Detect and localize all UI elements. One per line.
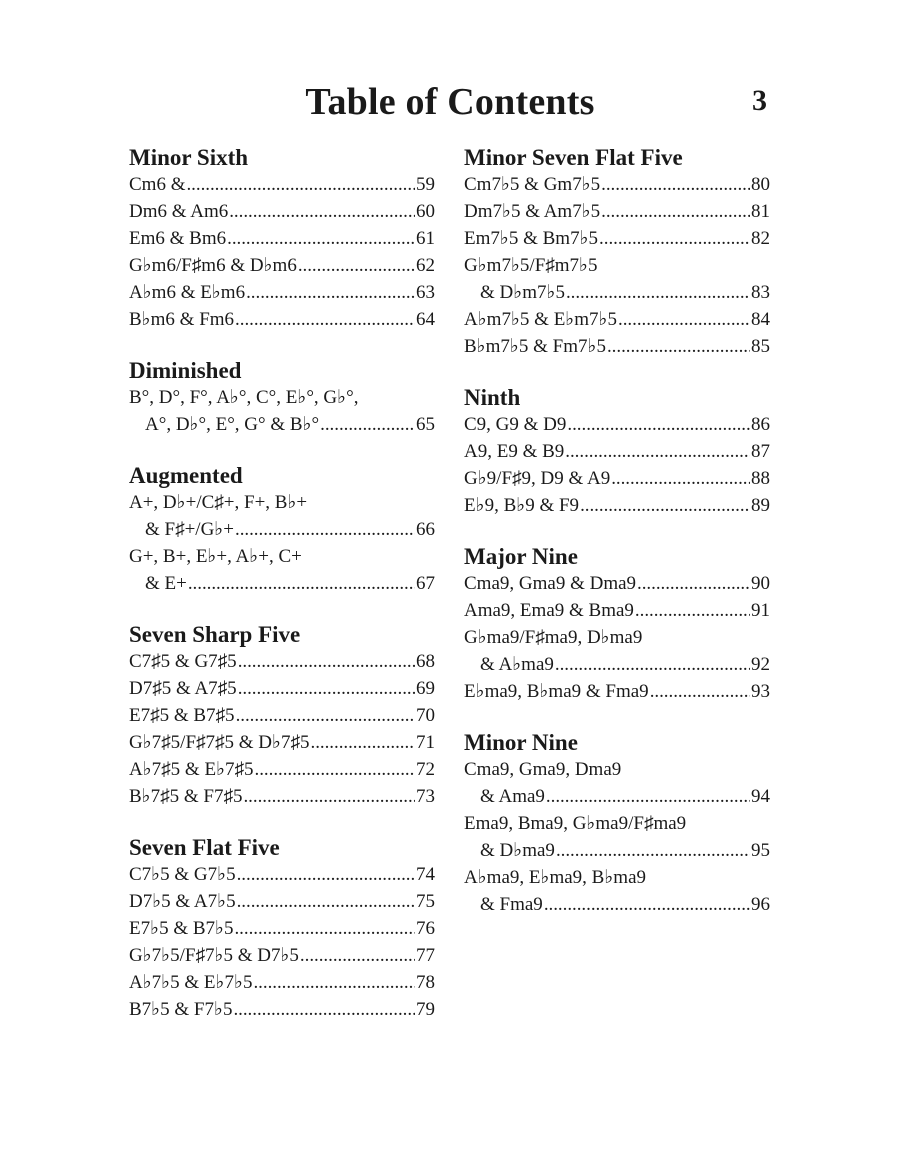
entry-title: & A♭ma9: [480, 654, 554, 675]
entry-page-number: 93: [751, 681, 770, 702]
toc-entry: [129, 915, 435, 942]
entry-title: D7♯5 & A7♯5: [129, 678, 237, 699]
entry-page-number: 80: [751, 174, 770, 195]
toc-entry: [464, 225, 770, 252]
dot-leader: [565, 438, 750, 465]
dot-leader: [544, 891, 750, 918]
toc-entry-line: [129, 942, 435, 969]
dot-leader: [601, 171, 750, 198]
section-heading: Seven Sharp Five: [129, 622, 301, 647]
toc-entry-line: [129, 225, 435, 252]
section-heading: Minor Nine: [464, 730, 578, 755]
section-heading: Diminished: [129, 358, 242, 383]
toc-section-seven-sharp-five: [129, 622, 435, 810]
entry-page-number: 86: [751, 414, 770, 435]
toc-entry-line: [464, 492, 770, 519]
toc-entry-line: [464, 279, 770, 306]
entry-page-number: 82: [751, 228, 770, 249]
entry-page-number: 84: [751, 309, 770, 330]
toc-entry: [464, 198, 770, 225]
entry-title: B7♭5 & F7♭5: [129, 999, 233, 1020]
toc-section-major-nine: [464, 544, 770, 705]
toc-entry-line: [129, 861, 435, 888]
toc-section-ninth: [464, 385, 770, 519]
dot-leader: [237, 861, 415, 888]
dot-leader: [237, 888, 415, 915]
entry-title: G♭9/F♯9, D9 & A9: [464, 468, 611, 489]
dot-leader: [243, 783, 415, 810]
entry-title: Cm6 &: [129, 174, 186, 195]
entry-page-number: 89: [751, 495, 770, 516]
toc-entry: [129, 252, 435, 279]
entry-title: B♭m6 & Fm6: [129, 309, 235, 330]
toc-section-minor-sixth: [129, 145, 435, 333]
entry-page-number: 85: [751, 336, 770, 357]
toc-entry: [129, 198, 435, 225]
toc-entry-line: [464, 198, 770, 225]
section-heading: Minor Sixth: [129, 145, 249, 170]
dot-leader: [650, 678, 750, 705]
toc-entry-line: [464, 624, 770, 651]
entry-page-number: 70: [416, 705, 435, 726]
entry-page-number: 69: [416, 678, 435, 699]
toc-entry-line: [464, 438, 770, 465]
toc-entry: [464, 333, 770, 360]
entry-title: Em6 & Bm6: [129, 228, 227, 249]
entry-title: & E+: [145, 573, 187, 594]
entry-page-number: 62: [416, 255, 435, 276]
entry-page-number: 81: [751, 201, 770, 222]
entry-title: Cma9, Gma9 & Dma9: [464, 573, 637, 594]
toc-entry-line: [464, 837, 770, 864]
toc-entry: [464, 465, 770, 492]
toc-entry: [464, 756, 770, 810]
entry-page-number: 63: [416, 282, 435, 303]
page-number: 3: [752, 84, 767, 117]
dot-leader: [618, 306, 750, 333]
page-title: Table of Contents: [305, 81, 595, 123]
section-heading: Ninth: [464, 385, 521, 410]
dot-leader: [607, 333, 750, 360]
toc-entry-line: [464, 225, 770, 252]
toc-entry: [129, 225, 435, 252]
toc-entry: [464, 411, 770, 438]
toc-entry: [129, 279, 435, 306]
entry-page-number: 66: [416, 519, 435, 540]
dot-leader: [611, 465, 750, 492]
toc-entry: [129, 861, 435, 888]
toc-entry-line: [464, 810, 770, 837]
toc-entry: [464, 438, 770, 465]
entry-page-number: 74: [416, 864, 435, 885]
toc-entry: [129, 756, 435, 783]
entry-title: Em7♭5 & Bm7♭5: [464, 228, 599, 249]
entry-page-number: 77: [416, 945, 435, 966]
entry-title: & F♯+/G♭+: [145, 519, 234, 540]
toc-entry-line: [464, 252, 770, 279]
entry-title: A♭m6 & E♭m6: [129, 282, 246, 303]
entry-title: Ema9, Bma9, G♭ma9/F♯ma9: [464, 813, 687, 834]
dot-leader: [580, 492, 750, 519]
dot-leader: [556, 837, 750, 864]
toc-entry: [129, 969, 435, 996]
dot-leader: [235, 306, 415, 333]
entry-title: Dm6 & Am6: [129, 201, 229, 222]
dot-leader: [320, 411, 415, 438]
toc-entry: [464, 306, 770, 333]
toc-entry: [129, 729, 435, 756]
dot-leader: [566, 279, 750, 306]
entry-title: & D♭m7♭5: [480, 282, 565, 303]
toc-entry: [129, 648, 435, 675]
entry-page-number: 96: [751, 894, 770, 915]
dot-leader: [236, 702, 415, 729]
toc-entry-line: [129, 306, 435, 333]
entry-page-number: 73: [416, 786, 435, 807]
entry-title: E7♭5 & B7♭5: [129, 918, 234, 939]
toc-entry: [464, 678, 770, 705]
dot-leader: [227, 225, 415, 252]
entry-page-number: 71: [416, 732, 435, 753]
toc-entry-line: [129, 729, 435, 756]
toc-entry: [129, 942, 435, 969]
entry-title: A♭ma9, E♭ma9, B♭ma9: [464, 867, 647, 888]
toc-entry: [464, 864, 770, 918]
toc-column-left: [129, 145, 435, 1048]
toc-section-diminished: [129, 358, 435, 438]
toc-entry-line: [129, 384, 435, 411]
dot-leader: [246, 279, 415, 306]
toc-entry-line: [129, 198, 435, 225]
toc-entry-line: [129, 969, 435, 996]
toc-entry: [129, 675, 435, 702]
entry-title: E7♯5 & B7♯5: [129, 705, 235, 726]
entry-page-number: 92: [751, 654, 770, 675]
entry-title: & Fma9: [480, 894, 543, 915]
entry-page-number: 59: [416, 174, 435, 195]
entry-title: A♭7♭5 & E♭7♭5: [129, 972, 253, 993]
dot-leader: [233, 996, 415, 1023]
toc-entry-line: [129, 489, 435, 516]
dot-leader: [238, 648, 415, 675]
entry-page-number: 87: [751, 441, 770, 462]
toc-entry-line: [129, 996, 435, 1023]
toc-entry-line: [129, 783, 435, 810]
toc-entry: [464, 570, 770, 597]
entry-title: A♭m7♭5 & E♭m7♭5: [464, 309, 618, 330]
toc-entry-line: [464, 783, 770, 810]
dot-leader: [555, 651, 750, 678]
dot-leader: [186, 171, 415, 198]
toc-entry-line: [129, 888, 435, 915]
dot-leader: [235, 516, 415, 543]
toc-entry-line: [464, 891, 770, 918]
entry-title: & Ama9: [480, 786, 545, 807]
entry-title: B♭m7♭5 & Fm7♭5: [464, 336, 606, 357]
toc-entry: [129, 384, 435, 438]
entry-title: C7♯5 & G7♯5: [129, 651, 237, 672]
entry-page-number: 67: [416, 573, 435, 594]
toc-entry-line: [464, 411, 770, 438]
toc-entry-line: [129, 543, 435, 570]
dot-leader: [546, 783, 750, 810]
entry-page-number: 68: [416, 651, 435, 672]
toc-entry: [129, 702, 435, 729]
entry-title: A+, D♭+/C♯+, F+, B♭+: [129, 492, 308, 513]
toc-entry: [464, 252, 770, 306]
toc-entry-line: [464, 333, 770, 360]
entry-page-number: 72: [416, 759, 435, 780]
entry-title: G♭7♭5/F♯7♭5 & D7♭5: [129, 945, 299, 966]
toc-entry-line: [129, 279, 435, 306]
entry-title: G♭m6/F♯m6 & D♭m6: [129, 255, 297, 276]
entry-page-number: 78: [416, 972, 435, 993]
toc-entry: [129, 543, 435, 597]
toc-entry-line: [129, 411, 435, 438]
entry-page-number: 83: [751, 282, 770, 303]
toc-column-right: [464, 145, 770, 943]
toc-entry-line: [464, 465, 770, 492]
toc-entry-line: [129, 570, 435, 597]
toc-entry-line: [464, 678, 770, 705]
toc-entry-line: [129, 252, 435, 279]
entry-page-number: 94: [751, 786, 770, 807]
entry-page-number: 91: [751, 600, 770, 621]
toc-entry-line: [129, 675, 435, 702]
entry-title: G♭ma9/F♯ma9, D♭ma9: [464, 627, 643, 648]
entry-page-number: 60: [416, 201, 435, 222]
entry-title: Cm7♭5 & Gm7♭5: [464, 174, 601, 195]
toc-entry: [464, 171, 770, 198]
entry-title: D7♭5 & A7♭5: [129, 891, 236, 912]
entry-title: B°, D°, F°, A♭°, C°, E♭°, G♭°,: [129, 387, 359, 408]
dot-leader: [188, 570, 415, 597]
dot-leader: [255, 756, 415, 783]
entry-page-number: 75: [416, 891, 435, 912]
entry-page-number: 88: [751, 468, 770, 489]
toc-entry-line: [129, 516, 435, 543]
toc-section-minor-nine: [464, 730, 770, 918]
toc-entry: [464, 492, 770, 519]
toc-entry-line: [464, 864, 770, 891]
section-heading: Augmented: [129, 463, 243, 488]
toc-entry-line: [464, 306, 770, 333]
section-heading: Major Nine: [464, 544, 578, 569]
dot-leader: [298, 252, 415, 279]
entry-title: C9, G9 & D9: [464, 414, 567, 435]
entry-title: A9, E9 & B9: [464, 441, 565, 462]
section-heading: Minor Seven Flat Five: [464, 145, 683, 170]
entry-title: G♭7♯5/F♯7♯5 & D♭7♯5: [129, 732, 310, 753]
toc-entry-line: [464, 597, 770, 624]
toc-entry: [464, 597, 770, 624]
toc-entry: [129, 996, 435, 1023]
entry-page-number: 76: [416, 918, 435, 939]
toc-entry: [464, 624, 770, 678]
entry-title: Dm7♭5 & Am7♭5: [464, 201, 601, 222]
entry-page-number: 95: [751, 840, 770, 861]
toc-section-minor-seven-flat-five: [464, 145, 770, 360]
toc-entry-line: [129, 756, 435, 783]
toc-entry-line: [129, 648, 435, 675]
toc-entry: [129, 783, 435, 810]
entry-title: C7♭5 & G7♭5: [129, 864, 236, 885]
entry-title: B♭7♯5 & F7♯5: [129, 786, 243, 807]
toc-section-seven-flat-five: [129, 835, 435, 1023]
entry-title: A°, D♭°, E°, G° & B♭°: [145, 414, 320, 435]
dot-leader: [567, 411, 750, 438]
dot-leader: [599, 225, 750, 252]
dot-leader: [601, 198, 750, 225]
section-heading: Seven Flat Five: [129, 835, 280, 860]
dot-leader: [229, 198, 415, 225]
dot-leader: [311, 729, 416, 756]
entry-title: G♭m7♭5/F♯m7♭5: [464, 255, 598, 276]
entry-page-number: 65: [416, 414, 435, 435]
toc-entry-line: [464, 756, 770, 783]
entry-title: & D♭ma9: [480, 840, 555, 861]
toc-entry: [464, 810, 770, 864]
toc-entry: [129, 171, 435, 198]
toc-entry: [129, 306, 435, 333]
entry-page-number: 61: [416, 228, 435, 249]
entry-title: Ama9, Ema9 & Bma9: [464, 600, 634, 621]
toc-entry-line: [464, 171, 770, 198]
toc-entry-line: [129, 702, 435, 729]
entry-title: E♭ma9, B♭ma9 & Fma9: [464, 681, 649, 702]
toc-entry: [129, 489, 435, 543]
toc-entry-line: [464, 651, 770, 678]
entry-page-number: 64: [416, 309, 435, 330]
toc-section-augmented: [129, 463, 435, 597]
entry-page-number: 79: [416, 999, 435, 1020]
dot-leader: [238, 675, 415, 702]
toc-entry-line: [129, 915, 435, 942]
toc-entry: [129, 888, 435, 915]
dot-leader: [234, 915, 415, 942]
dot-leader: [637, 570, 750, 597]
dot-leader: [253, 969, 415, 996]
entry-title: A♭7♯5 & E♭7♯5: [129, 759, 254, 780]
entry-title: E♭9, B♭9 & F9: [464, 495, 580, 516]
entry-page-number: 90: [751, 573, 770, 594]
entry-title: Cma9, Gma9, Dma9: [464, 759, 622, 780]
toc-entry-line: [129, 171, 435, 198]
entry-title: G+, B+, E♭+, A♭+, C+: [129, 546, 302, 567]
toc-entry-line: [464, 570, 770, 597]
dot-leader: [635, 597, 750, 624]
dot-leader: [300, 942, 415, 969]
